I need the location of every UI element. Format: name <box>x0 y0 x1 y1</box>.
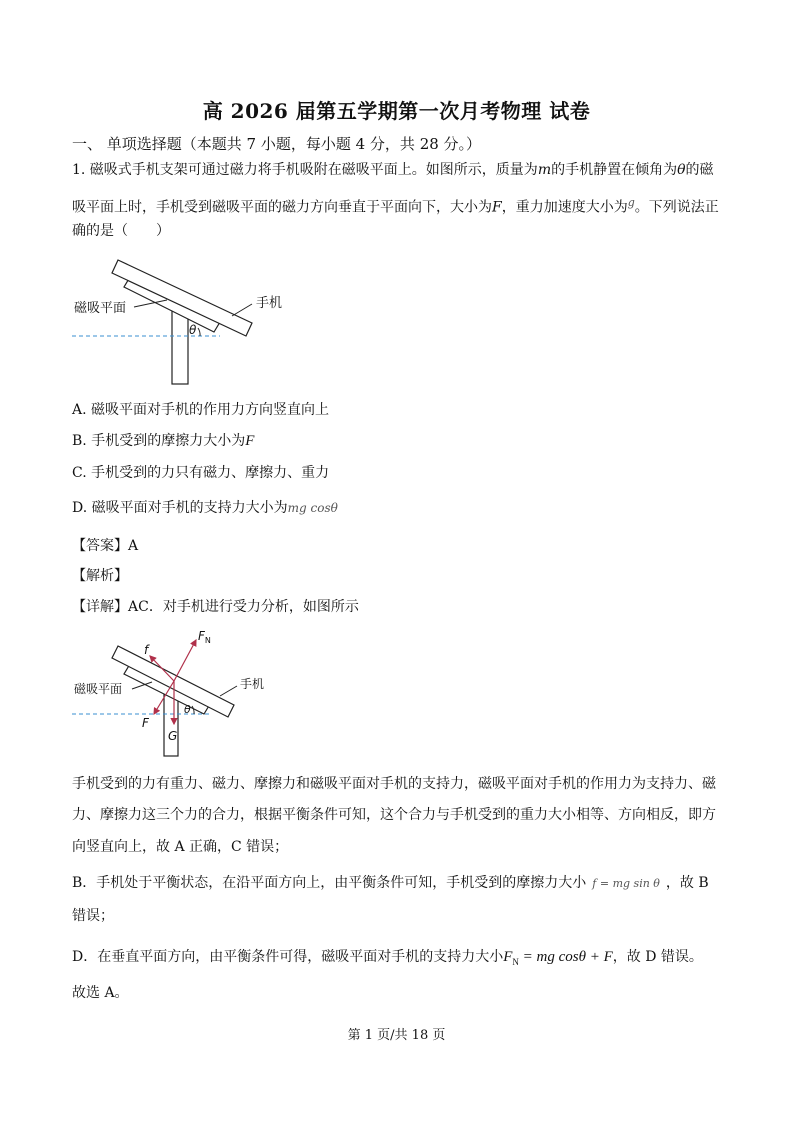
para2-formula: f = mg sin θ <box>592 877 660 890</box>
option-text: 磁吸平面对手机的作用力方向竖直向上 <box>91 402 330 418</box>
explanation-para2-line2: 错误； <box>72 908 114 924</box>
stem-text: 1. 磁吸式手机支架可通过磁力将手机吸附在磁吸平面上。如图所示，质量为 <box>72 162 538 178</box>
stem-text: ，重力加速度大小为 <box>501 199 628 216</box>
force-FN-arrow <box>174 640 196 681</box>
detail-intro-line <box>72 600 727 614</box>
option-d <box>72 501 727 515</box>
explanation-para1-line2: 力、摩擦力这三个力的合力，根据平衡条件可知，这个合力与手机受到的重力大小相等、方向相反，即方 <box>72 807 716 823</box>
option-letter: A. <box>72 402 87 418</box>
label-surface: 磁吸平面 <box>74 682 123 696</box>
option-c <box>72 466 727 480</box>
detail-label: 【详解】 <box>72 599 128 615</box>
explanation-para2-line1 <box>72 876 727 891</box>
label-F: F <box>142 716 149 730</box>
option-text: 手机受到的摩擦力大小为 <box>91 433 246 449</box>
stem-text: 。下列说法正 <box>634 199 719 216</box>
label-phone: 手机 <box>240 677 265 691</box>
explanation-para3 <box>72 950 727 969</box>
phone-leader-line <box>232 304 252 316</box>
question-stem-line-3: 确的是（ ） <box>72 223 170 239</box>
label-G: G <box>168 729 178 743</box>
para3-text: D．在垂直平面方向，由平衡条件可得，磁吸平面对手机的支持力大小 <box>72 949 504 965</box>
answer-line <box>72 539 727 553</box>
option-letter: C. <box>72 465 87 481</box>
conclusion: 故选 A。 <box>72 985 129 1001</box>
var-m: m <box>537 162 552 178</box>
explanation-para1-line3: 向竖直向上，故 A 正确，C 错误； <box>72 839 289 855</box>
label-phone: 手机 <box>256 296 283 311</box>
option-b <box>72 434 727 448</box>
var-F: F <box>492 199 502 216</box>
label-angle: θ <box>184 703 191 716</box>
section-heading: 一、 单项选择题（本题共 7 小题，每小题 4 分，共 28 分。） <box>72 135 482 153</box>
para3-formula: $F_N$ = mg cosθ + F <box>503 949 613 967</box>
answer-label: 【答案】 <box>72 538 128 554</box>
page-title: 高 2026 届第五学期第一次月考物理 试卷 <box>202 99 591 123</box>
answer-value: A <box>128 538 139 554</box>
label-surface: 磁吸平面 <box>74 301 127 316</box>
option-text: 手机受到的力只有磁力、摩擦力、重力 <box>91 465 330 481</box>
label-FN: $F_N$ <box>198 629 211 645</box>
var-theta: θ <box>677 162 686 178</box>
figure-magnetic-mount <box>72 252 312 392</box>
option-a <box>72 403 727 417</box>
option-letter: D. <box>72 500 88 516</box>
var-g: g <box>627 196 635 209</box>
stand-post <box>172 307 188 384</box>
label-f: f <box>144 643 149 657</box>
analysis-label: 【解析】 <box>72 568 128 584</box>
detail-intro: AC．对手机进行受力分析，如图所示 <box>128 599 359 615</box>
option-text: 磁吸平面对手机的支持力大小为 <box>91 500 288 516</box>
figure-force-diagram <box>72 626 312 761</box>
stem-text: 的磁 <box>685 162 714 178</box>
option-math: mg cosθ <box>287 501 338 515</box>
para2-text: B．手机处于平衡状态，在沿平面方向上，由平衡条件可知，手机受到的摩擦力大小 <box>72 875 587 891</box>
para2-text: ，故 B <box>665 875 709 891</box>
angle-arc <box>198 328 200 336</box>
stem-text: 吸平面上时，手机受到磁吸平面的磁力方向垂直于平面向下，大小为 <box>72 199 492 216</box>
option-math: F <box>245 433 255 449</box>
stem-text: 的手机静置在倾角为 <box>551 162 678 178</box>
page-footer: 第 1 页/共 18 页 <box>347 1028 446 1043</box>
label-angle: θ <box>189 323 197 337</box>
phone-leader-line <box>220 686 237 696</box>
question-stem-line-1 <box>72 163 727 177</box>
para3-text: ，故 D 错误。 <box>612 949 703 965</box>
question-stem-line-2 <box>72 196 727 215</box>
option-letter: B. <box>72 433 87 449</box>
explanation-para1-line1: 手机受到的力有重力、磁力、摩擦力和磁吸平面对手机的支持力，磁吸平面对手机的作用力为支持力、磁 <box>72 776 716 792</box>
